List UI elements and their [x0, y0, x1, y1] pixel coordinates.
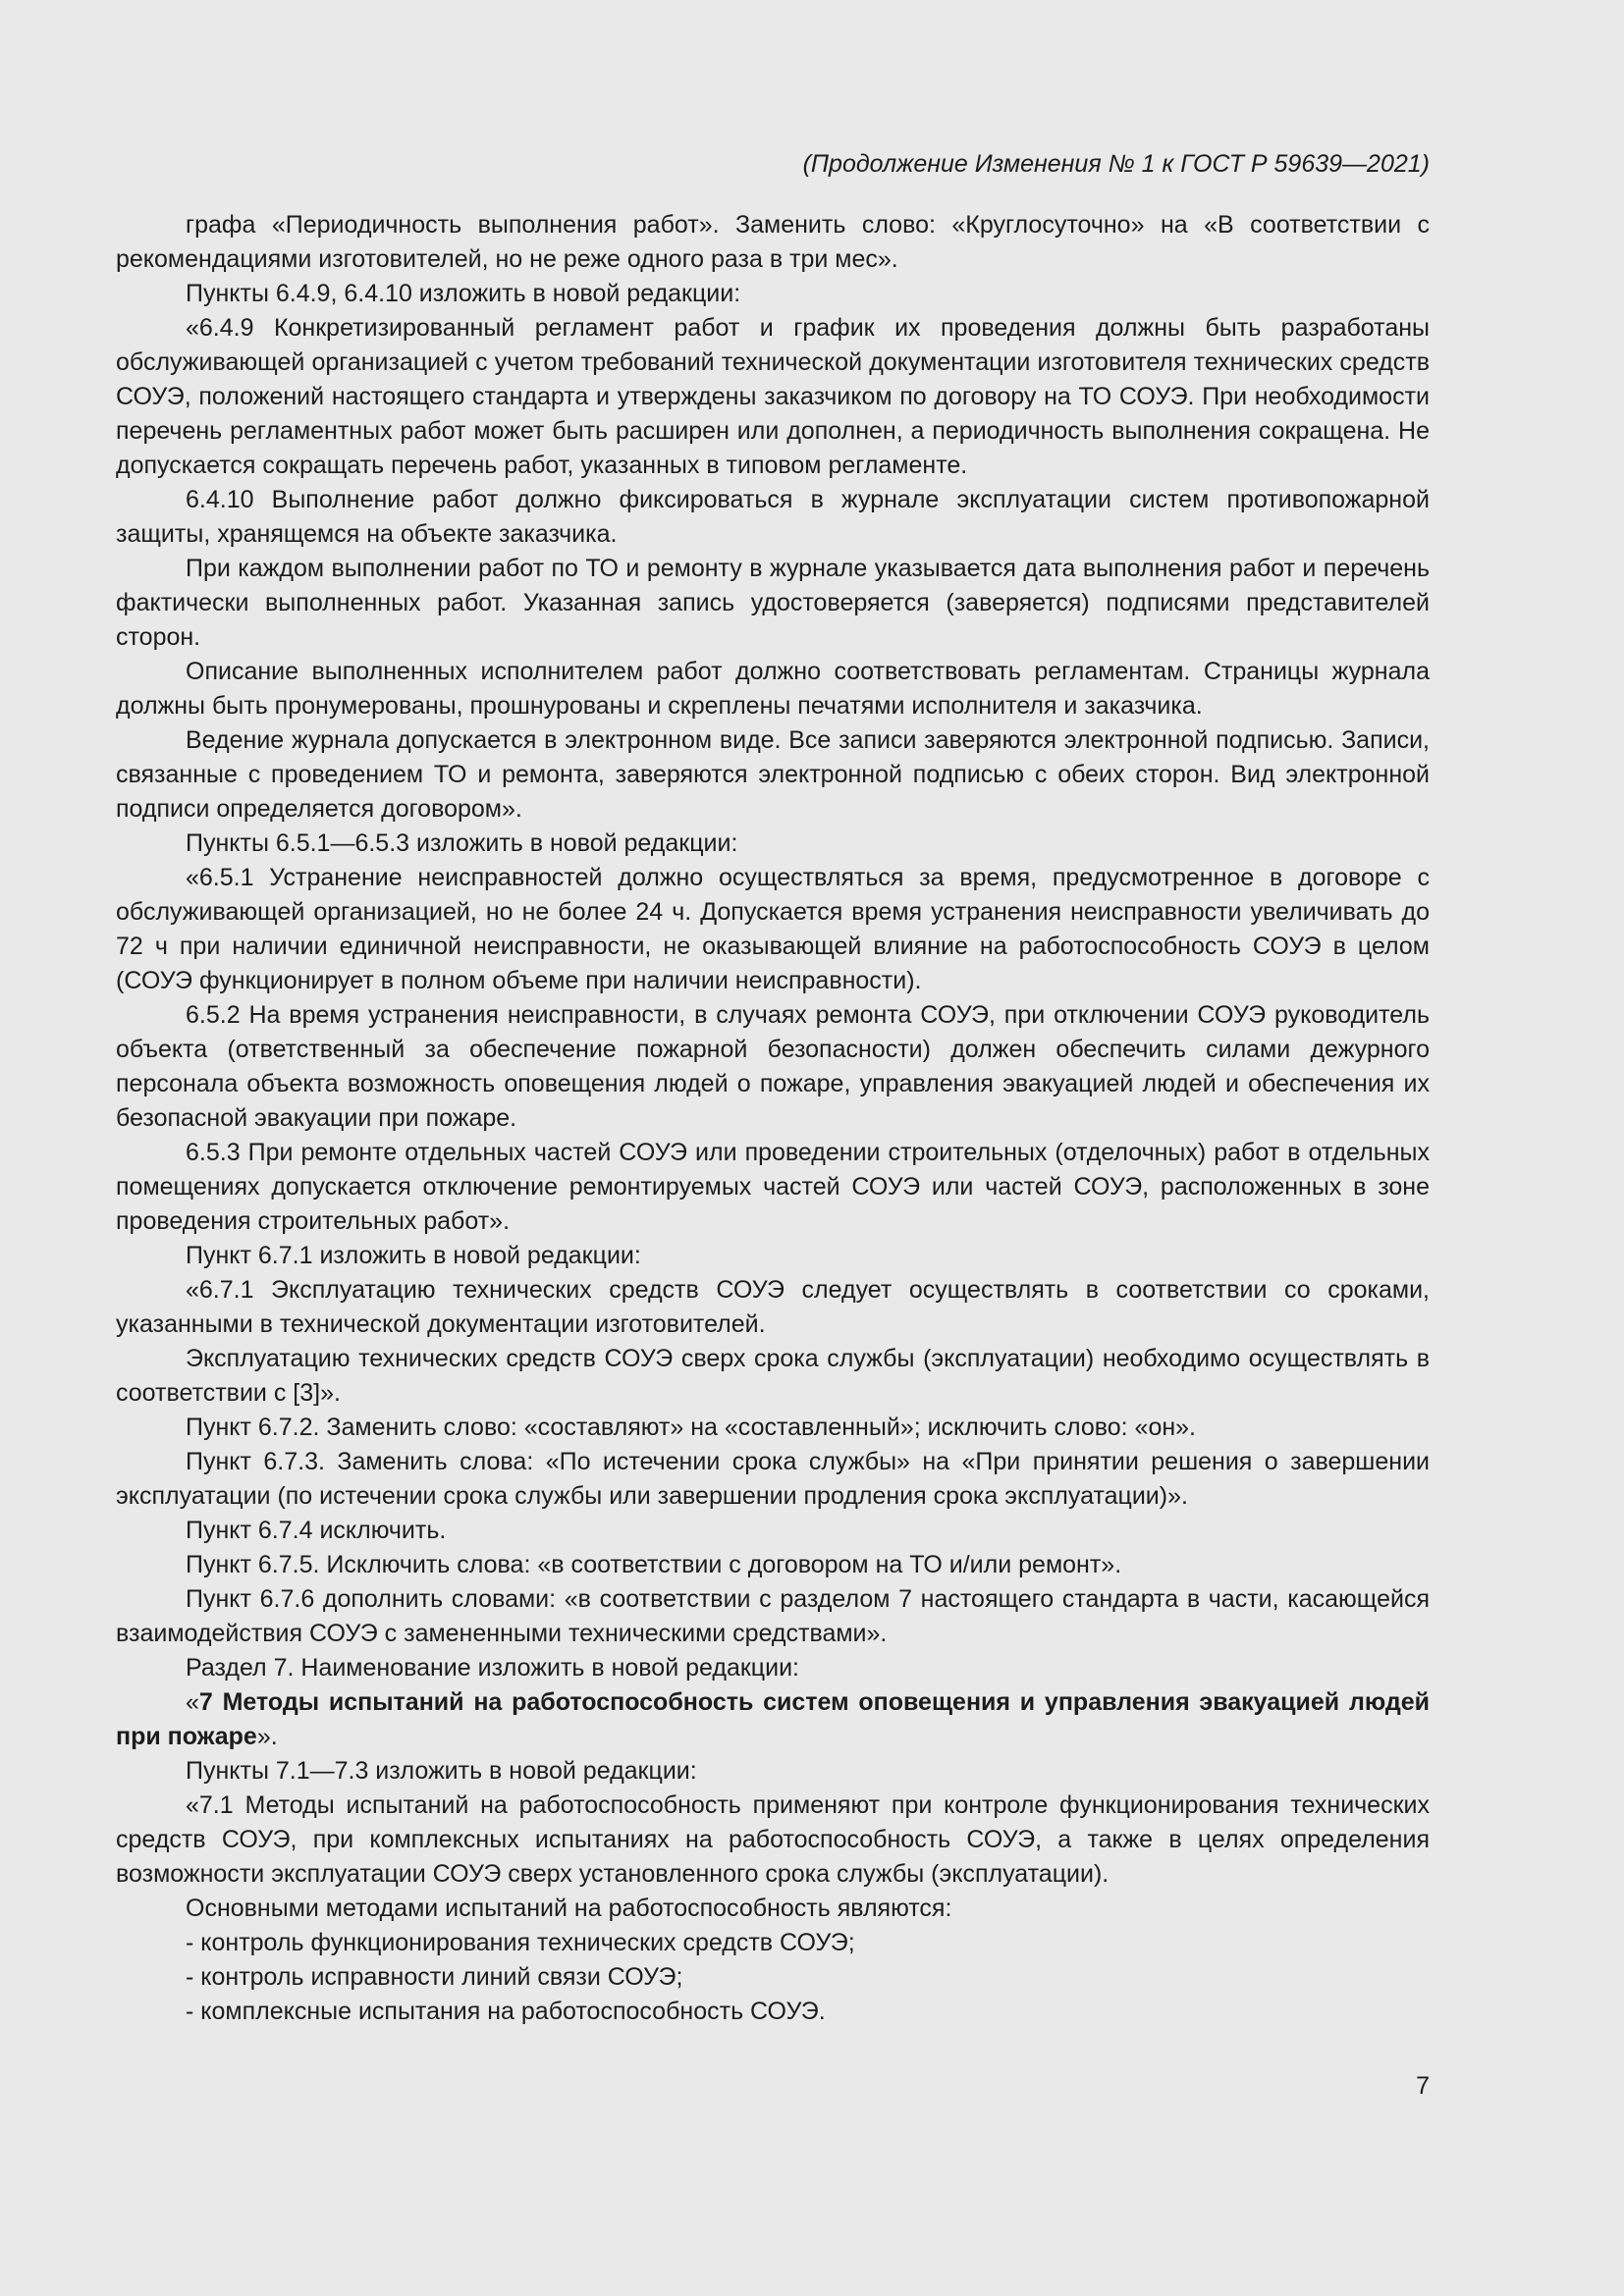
section-title-open-quote: «	[186, 1688, 199, 1716]
paragraph: Пункт 6.7.2. Заменить слово: «составляют» на «составленный»; исключить слово: «он».	[186, 1414, 1197, 1441]
paragraph: Основными методами испытаний на работоспособность являются:	[186, 1895, 952, 1922]
list-item: - контроль исправности линий связи СОУЭ;	[186, 1963, 683, 1991]
paragraph: Описание выполненных исполнителем работ должно соответствовать регламентам. Страницы журнала должны быть пронумерованы, прошнурованы и скреплены печатями исполнителя и заказчика.	[116, 658, 1430, 720]
section-title-close-quote: ».	[256, 1723, 278, 1750]
paragraph: «6.5.1 Устранение неисправностей должно осуществляться за время, предусмотренное в договоре с обслуживающей организацией, но не более 24 ч. Допускается время устранения неисправности увеличивать до 72 ч при наличии единичной неисправности, не оказывающей влияние на работоспособность СОУЭ в целом (СОУЭ функционирует в полном объеме при наличии неисправности).	[116, 864, 1430, 994]
paragraph: Пункт 6.7.4 исключить.	[186, 1517, 447, 1544]
paragraph: 6.5.3 При ремонте отдельных частей СОУЭ или проведении строительных (отделочных) работ в отдельных помещениях допускается отключение ремонтируемых частей СОУЭ или частей СОУЭ, расположенных в зоне проведения строительных работ».	[116, 1139, 1430, 1235]
paragraph: «6.7.1 Эксплуатацию технических средств СОУЭ следует осуществлять в соответствии со сроками, указанными в технической документации изготовителей.	[116, 1276, 1430, 1338]
page-number: 7	[1416, 2072, 1430, 2100]
document-body	[116, 208, 1430, 2029]
paragraph: Пункт 6.7.6 дополнить словами: «в соответствии с разделом 7 настоящего стандарта в части, касающейся взаимодействия СОУЭ с замененными техническими средствами».	[116, 1585, 1430, 1647]
section-title	[116, 1685, 1430, 1754]
paragraph: Эксплуатацию технических средств СОУЭ сверх срока службы (эксплуатации) необходимо осуществлять в соответствии с [3]».	[116, 1345, 1430, 1407]
paragraph: Ведение журнала допускается в электронном виде. Все записи заверяются электронной подписью. Записи, связанные с проведением ТО и ремонта, заверяются электронной подписью с обеих сторон. Вид электронной подписи определяется договором».	[116, 726, 1430, 823]
list-item: - комплексные испытания на работоспособность СОУЭ.	[186, 1998, 826, 2025]
paragraph: Пункты 6.4.9, 6.4.10 изложить в новой редакции:	[186, 280, 741, 307]
paragraph: Пункт 6.7.5. Исключить слова: «в соответствии с договором на ТО и/или ремонт».	[186, 1551, 1122, 1578]
paragraph: Пункты 7.1—7.3 изложить в новой редакции:	[186, 1757, 697, 1785]
section-title-text: 7 Методы испытаний на работоспособность систем оповещения и управления эвакуацией людей при пожаре	[116, 1688, 1430, 1750]
paragraph: Раздел 7. Наименование изложить в новой редакции:	[186, 1654, 799, 1682]
list-item: - контроль функционирования технических средств СОУЭ;	[186, 1929, 855, 1956]
paragraph: Пункт 6.7.3. Заменить слова: «По истечении срока службы» на «При принятии решения о завершении эксплуатации (по истечении срока службы или завершении продления срока эксплуатации)».	[116, 1448, 1430, 1510]
paragraph: «7.1 Методы испытаний на работоспособность применяют при контроле функционирования технических средств СОУЭ, при комплексных испытаниях на работоспособность СОУЭ, а также в целях определения возможности эксплуатации СОУЭ сверх установленного срока службы (эксплуатации).	[116, 1791, 1430, 1888]
paragraph: При каждом выполнении работ по ТО и ремонту в журнале указывается дата выполнения работ и перечень фактически выполненных работ. Указанная запись удостоверяется (заверяется) подписями представителей сторон.	[116, 555, 1430, 651]
page-header: (Продолжение Изменения № 1 к ГОСТ Р 59639—2021)	[802, 150, 1430, 178]
paragraph: 6.5.2 На время устранения неисправности, в случаях ремонта СОУЭ, при отключении СОУЭ руководитель объекта (ответственный за обеспечение пожарной безопасности) должен обеспечить силами дежурного персонала объекта возможность оповещения людей о пожаре, управления эвакуацией людей и обеспечения их безопасной эвакуации при пожаре.	[116, 1001, 1430, 1132]
paragraph: 6.4.10 Выполнение работ должно фиксироваться в журнале эксплуатации систем противопожарной защиты, хранящемся на объекте заказчика.	[116, 486, 1430, 548]
paragraph: графа «Периодичность выполнения работ». Заменить слово: «Круглосуточно» на «В соответствии с рекомендациями изготовителей, но не реже одного раза в три мес».	[116, 211, 1430, 273]
paragraph: «6.4.9 Конкретизированный регламент работ и график их проведения должны быть разработаны обслуживающей организацией с учетом требований технической документации изготовителя технических средств СОУЭ, положений настоящего стандарта и утверждены заказчиком по договору на ТО СОУЭ. При необходимости перечень регламентных работ может быть расширен или дополнен, а периодичность выполнения сокращена. Не допускается сокращать перечень работ, указанных в типовом регламенте.	[116, 314, 1430, 479]
paragraph: Пункт 6.7.1 изложить в новой редакции:	[186, 1242, 641, 1269]
paragraph: Пункты 6.5.1—6.5.3 изложить в новой редакции:	[186, 829, 738, 857]
